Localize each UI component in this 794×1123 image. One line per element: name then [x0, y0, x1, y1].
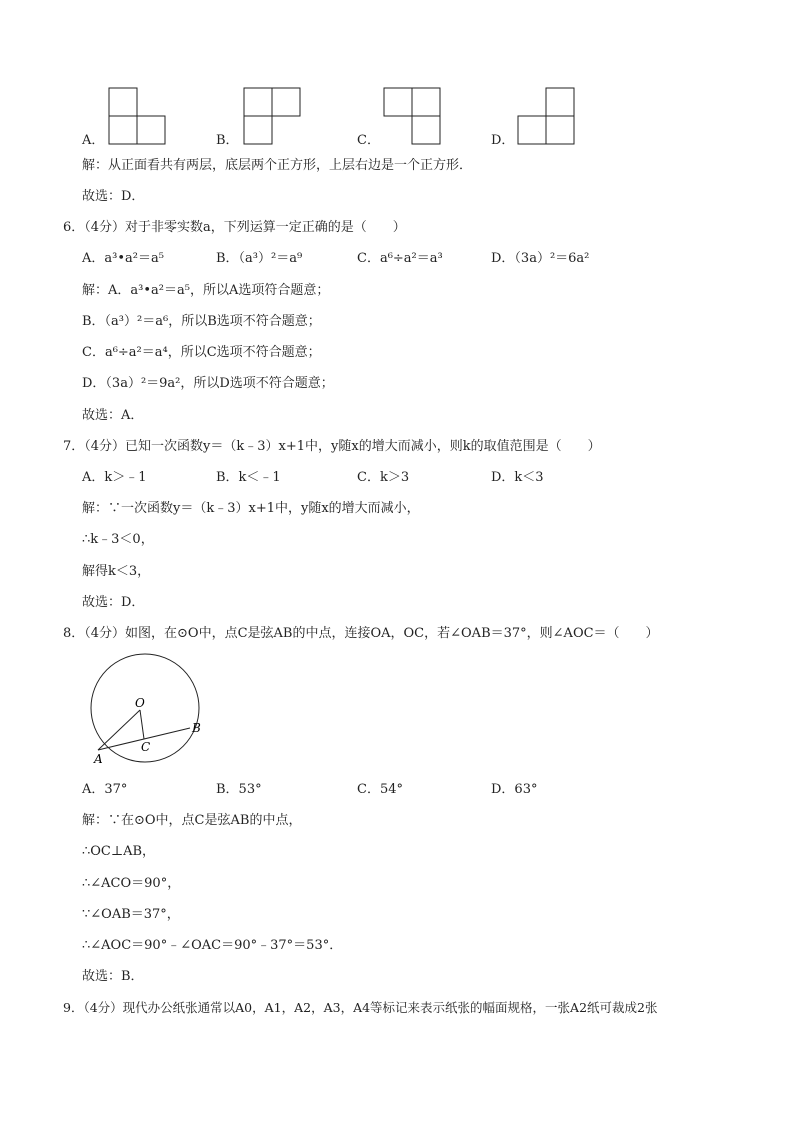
- label-o: O: [135, 696, 145, 710]
- q7-option-d: D．k＜3: [491, 470, 544, 485]
- q6-option-d: D．（3a）²＝6a²: [491, 251, 590, 266]
- q8-answer: 故选：B．: [82, 969, 144, 984]
- q8-option-a: A．37°: [82, 782, 128, 797]
- q5-option-d-label: D．: [491, 133, 515, 148]
- q8-stem: 8．（4分）如图，在⊙O中，点C是弦AB的中点，连接OA，OC，若∠OAB＝37°，则∠AOC＝（ ）: [63, 626, 659, 641]
- q7-solution-line: 解：∵一次函数y＝（k﹣3）x+1中，y随x的增大而减小，: [82, 501, 420, 516]
- q5-option-b-label: B．: [216, 133, 239, 148]
- q6-solution-line: D．（3a）²＝9a²，所以D选项不符合题意；: [82, 376, 334, 391]
- label-c: C: [141, 740, 151, 754]
- q8-solution-line: ∴∠AOC＝90°﹣∠OAC＝90°﹣37°＝53°．: [82, 938, 343, 953]
- q7-option-c: C．k＞3: [357, 470, 410, 485]
- q5-option-a-label: A．: [82, 133, 105, 148]
- q8-solution-line: ∴OC⊥AB，: [82, 844, 156, 859]
- q7-answer: 故选：D．: [82, 595, 145, 610]
- q5-option-c-figure: [383, 87, 443, 145]
- q5-option-b-figure: [243, 87, 303, 145]
- q5-answer: 故选：D．: [82, 189, 145, 204]
- q6-answer: 故选：A．: [82, 408, 144, 423]
- q6-solution-line: 解：A．a³•a²＝a⁵，所以A选项符合题意；: [82, 283, 330, 298]
- label-a: A: [94, 752, 103, 766]
- segment-oc: [140, 710, 144, 739]
- q5-solution: 解：从正面看共有两层，底层两个正方形，上层右边是一个正方形．: [82, 158, 473, 173]
- q8-option-d: D．63°: [491, 782, 538, 797]
- q8-solution-line: ∴∠ACO＝90°，: [82, 876, 181, 891]
- segment-oa: [98, 710, 140, 750]
- q7-solution-line: ∴k﹣3＜0，: [82, 532, 154, 547]
- q9-stem: 9．（4分）现代办公纸张通常以A0，A1，A2，A3，A4等标记来表示纸张的幅面规格，一张A2纸可裁成2张: [63, 1000, 658, 1015]
- q8-circle-figure: [80, 652, 210, 770]
- label-b: B: [192, 721, 201, 735]
- q5-option-a-figure: [108, 87, 168, 145]
- q6-option-b: B．（a³）²＝a⁹: [216, 251, 303, 266]
- q7-option-b: B．k＜﹣1: [216, 470, 281, 485]
- q5-option-d-figure: [517, 87, 577, 145]
- q5-option-c-label: C．: [357, 133, 380, 148]
- q8-solution-line: 解：∵在⊙O中，点C是弦AB的中点，: [82, 813, 302, 828]
- q6-solution-line: C．a⁶÷a²＝a⁴，所以C选项不符合题意；: [82, 345, 321, 360]
- q6-solution-line: B．（a³）²＝a⁶，所以B选项不符合题意；: [82, 314, 321, 329]
- q7-stem: 7．（4分）已知一次函数y＝（k﹣3）x+1中，y随x的增大而减小，则k的取值范围是（ ）: [63, 439, 601, 454]
- q8-solution-line: ∵∠OAB＝37°，: [82, 907, 180, 922]
- q8-option-c: C．54°: [357, 782, 403, 797]
- q7-solution-line: 解得k＜3，: [82, 564, 151, 579]
- q7-option-a: A．k＞﹣1: [82, 470, 147, 485]
- q6-stem: 6．（4分）对于非零实数a，下列运算一定正确的是（ ）: [63, 220, 406, 235]
- q6-option-c: C．a⁶÷a²＝a³: [357, 251, 443, 266]
- q8-option-b: B．53°: [216, 782, 262, 797]
- q6-option-a: A．a³•a²＝a⁵: [82, 251, 164, 266]
